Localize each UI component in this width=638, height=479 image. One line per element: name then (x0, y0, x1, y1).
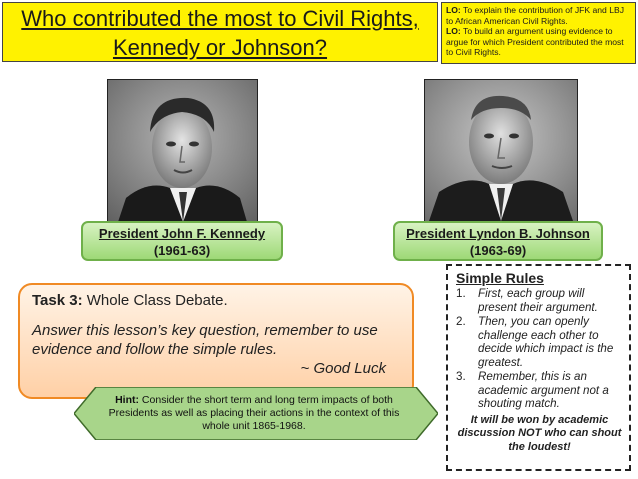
task-instructions: Answer this lesson’s key question, remember to use evidence and follow the simple rules. (32, 322, 378, 358)
rule-number: 3. (456, 370, 466, 383)
simple-rules-box (446, 264, 631, 471)
rules-title: Simple Rules (456, 270, 544, 286)
rule-item (456, 315, 623, 369)
rule-item (456, 370, 623, 411)
lesson-title-line-1: Who contributed the most to Civil Rights, (21, 6, 419, 31)
johnson-years: (1963-69) (469, 243, 527, 258)
hint-text (104, 394, 404, 433)
kennedy-portrait (107, 79, 258, 223)
task-box (18, 283, 414, 399)
johnson-portrait (424, 79, 578, 222)
rule-number: 2. (456, 315, 466, 328)
hint-body: Consider the short term and long term impacts of both Presidents as well as placing their actions in the context of this whole unit 1865-1968. (108, 394, 400, 432)
lesson-title-banner (2, 2, 438, 62)
johnson-name: President Lyndon B. Johnson (406, 226, 590, 241)
rules-list (456, 287, 623, 411)
kennedy-years: (1961-63) (153, 243, 211, 258)
lo-text: To explain the contribution of JFK and LBJ to African American Civil Rights. (446, 5, 625, 26)
rule-text: Then, you can openly challenge each other to decide which impact is the greatest. (478, 315, 614, 369)
rule-item (456, 287, 623, 314)
lo-text: To build an argument using evidence to argue for which President contributed the most to Civil Rights. (446, 26, 624, 57)
hint-label: Hint: (115, 394, 140, 406)
rules-footer: It will be won by academic discussion NOT who can shout the loudest! (457, 413, 622, 453)
lo-label: LO: (446, 26, 461, 36)
kennedy-name-label (81, 221, 283, 261)
lesson-title-line-2: Kennedy or Johnson? (112, 35, 328, 60)
rule-number: 1. (456, 287, 466, 300)
task-title: Whole Class Debate. (82, 292, 228, 309)
learning-objective-2 (446, 26, 631, 58)
hint-box (74, 387, 438, 440)
task-heading (32, 291, 400, 311)
task-signoff: ~ Good Luck (300, 360, 386, 377)
johnson-name-label (393, 221, 603, 261)
kennedy-portrait-image (108, 80, 257, 222)
rule-text: First, each group will present their argument. (478, 287, 598, 314)
learning-objective-1 (446, 5, 631, 26)
learning-objectives-box (441, 2, 636, 64)
lo-label: LO: (446, 5, 461, 15)
rule-text: Remember, this is an academic argument not a shouting match. (478, 370, 609, 410)
task-label: Task 3: (32, 292, 83, 309)
kennedy-name: President John F. Kennedy (98, 226, 266, 241)
johnson-portrait-image (425, 80, 577, 221)
